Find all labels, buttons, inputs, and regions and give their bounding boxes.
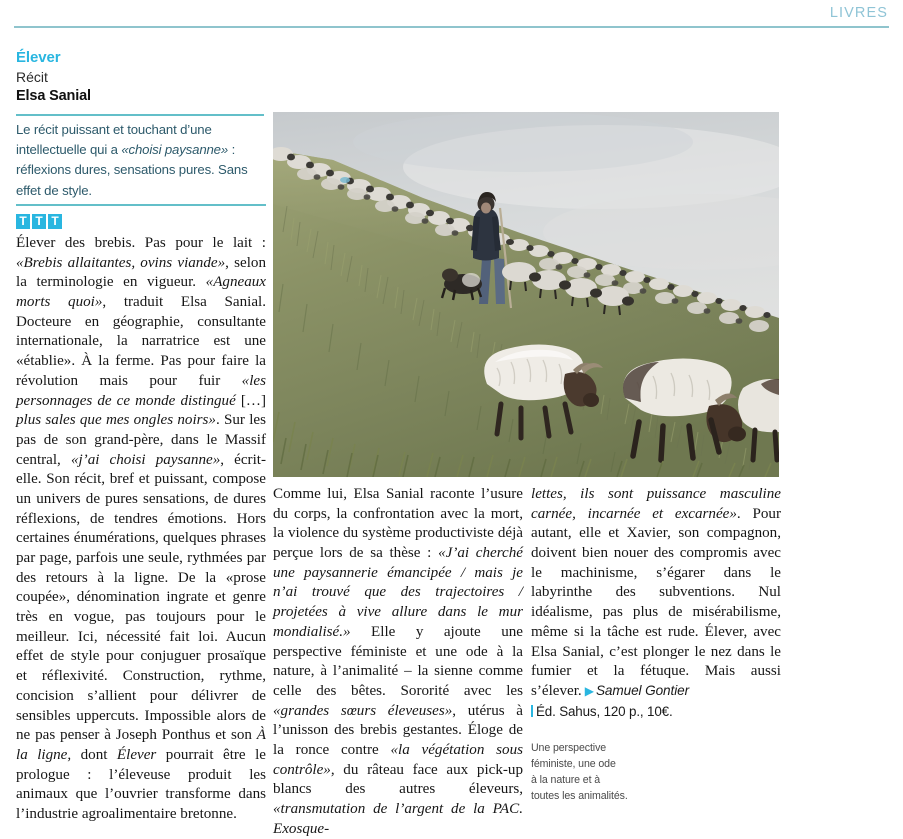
rating-t-icon: T (16, 214, 30, 229)
rating-t-icon: T (32, 214, 46, 229)
quoted-phrase: «Agneaux morts quoi» (16, 274, 266, 311)
pull-quote-line-3: à la nature et à (531, 774, 601, 787)
standfirst-quote-close: paysanne» (164, 142, 229, 158)
body-text: dont (71, 746, 117, 763)
byline-author-name: Samuel Gontier (595, 682, 689, 698)
body-paragraph (531, 485, 781, 702)
standfirst-line-2-pre: d’une intellectuelle qui a (16, 122, 212, 158)
section-rubric-label: LIVRES (829, 5, 888, 21)
quoted-phrase: «la végétation sous contrôle» (273, 741, 523, 778)
body-text: , du râteau face aux pick-up blancs des autres éleveurs, (273, 761, 523, 798)
standfirst-line-1: Le récit puissant et touchant (16, 122, 177, 137)
header-divider (14, 26, 889, 28)
body-paragraph (16, 234, 266, 825)
standfirst-quote-open: «choisi (121, 142, 162, 158)
book-title: Élever (16, 49, 61, 66)
pull-quote (531, 740, 681, 804)
pull-quote-line-1: Une perspective (531, 742, 607, 754)
quoted-phrase: lettes, ils sont puissance masculine carnée, incarnée et excarnée» (531, 486, 781, 522)
standfirst-line-3-post: : réflexions dures, (16, 142, 236, 178)
body-text: , utérus à l’unisson des brebis gestantes. Éloge de la ronce contre (273, 702, 523, 758)
imprint-text: Éd. Sahus, 120 p., 10€. (536, 703, 673, 719)
article-column-1 (16, 234, 267, 822)
rating-t-icon: T (48, 214, 62, 229)
section-rubric-bar (14, 6, 889, 28)
body-text: , traduit Elsa Sanial. Docteure en géographie, consultante internationale, la narratrice est une «établie». À la ferme. Pas pour faire la révolution mais pour fuir (16, 294, 267, 389)
body-text: Elle y ajoute une perspective féministe et une ode à la nature, à l’animalité – la sienne comme celle des bêtes. Sororité avec les (273, 623, 523, 699)
book-author: Elsa Sanial (16, 87, 91, 104)
body-text: Comme lui, Elsa Sanial raconte l’usure du corps, la confrontation avec la mort, la violence du système productiviste déjà perçue lors de sa thèse : (273, 486, 523, 562)
standfirst (16, 120, 266, 201)
quoted-phrase: «Brebis allaitantes, ovins viande» (16, 254, 226, 271)
rating-ttt (16, 214, 62, 229)
quoted-phrase: À la ligne, (16, 727, 266, 763)
article-column-2 (273, 485, 523, 837)
body-text: pourrait être le prologue : l’éleveuse produit les animaux que l’ouvrier transforme dans l’industrie agroalimentaire bretonne. (16, 746, 266, 822)
byline-marker-icon: ▶ (584, 683, 594, 698)
body-text: . Sur les pas de son grand-père, dans le Massif central, (16, 412, 266, 468)
quoted-phrase: «J’ai cherché une paysannerie émancipée / mais je n’ai trouvé que des trajectoires / projetées à vive allure dans le mur mondialisé.» (273, 545, 523, 640)
article-photo (273, 112, 779, 477)
body-text: […] (235, 392, 267, 409)
title-block (16, 48, 264, 116)
body-text: , écrit-elle. Son récit, bref et puissant, compose un univers de pures sensations, de dures réflexions, de tendres émotions. Hors certaines énumérations, quelques phrases par page, parfois une seule, rythmées par des retours à la ligne. De la «prose coupée», dénomination ingrate et genre très en vogue, pas toujours pour le meilleur. Ici, nécessité fait loi. Aucun effet de style pour conjuguer prosaïque et réflexivité. Construction, rythme, concision s’allient pour délivrer de sensibles uppercuts. Impossible alors de ne pas penser à Joseph Ponthus et son (16, 451, 266, 744)
quoted-phrase: «transmutation de l’argent de la PAC. Exosque- (273, 801, 523, 837)
quoted-phrase: «les personnages de ce monde distingué (16, 372, 266, 409)
imprint-accent-bar (531, 705, 533, 717)
pull-quote-line-2: féministe, une ode (531, 758, 616, 771)
body-text: . Pour autant, elle et Xavier, son compagnon, doivent bien nouer des compromis avec le machinisme, s’égarer dans le labyrinthe des subventions. Nul idéalisme, pas plus de misérabilisme, même si la tâche est rude. Élever, avec Elsa Sanial, c’est plonger le nez dans le fumier et la fétuque. Mais aussi s’élever. (531, 505, 781, 699)
quoted-phrase: «j’ai choisi paysanne» (70, 451, 221, 468)
standfirst-line-4: sensations pures. Sans effet de style. (16, 162, 248, 198)
pull-quote-line-4: toutes les animalités. (531, 790, 628, 803)
standfirst-divider (16, 204, 266, 206)
quoted-phrase: Élever (116, 746, 157, 763)
photo-illustration (273, 112, 779, 477)
book-genre: Récit (16, 68, 48, 85)
publication-details (531, 703, 781, 720)
title-divider (16, 114, 264, 116)
body-text: , selon la terminologie en vigueur. (16, 254, 266, 291)
quoted-phrase: «grandes sœurs éleveuses» (273, 702, 453, 719)
body-paragraph (273, 485, 523, 839)
quoted-phrase: plus sales que mes ongles noirs» (16, 412, 216, 429)
body-text: Élever des brebis. Pas pour le lait : (16, 235, 266, 251)
